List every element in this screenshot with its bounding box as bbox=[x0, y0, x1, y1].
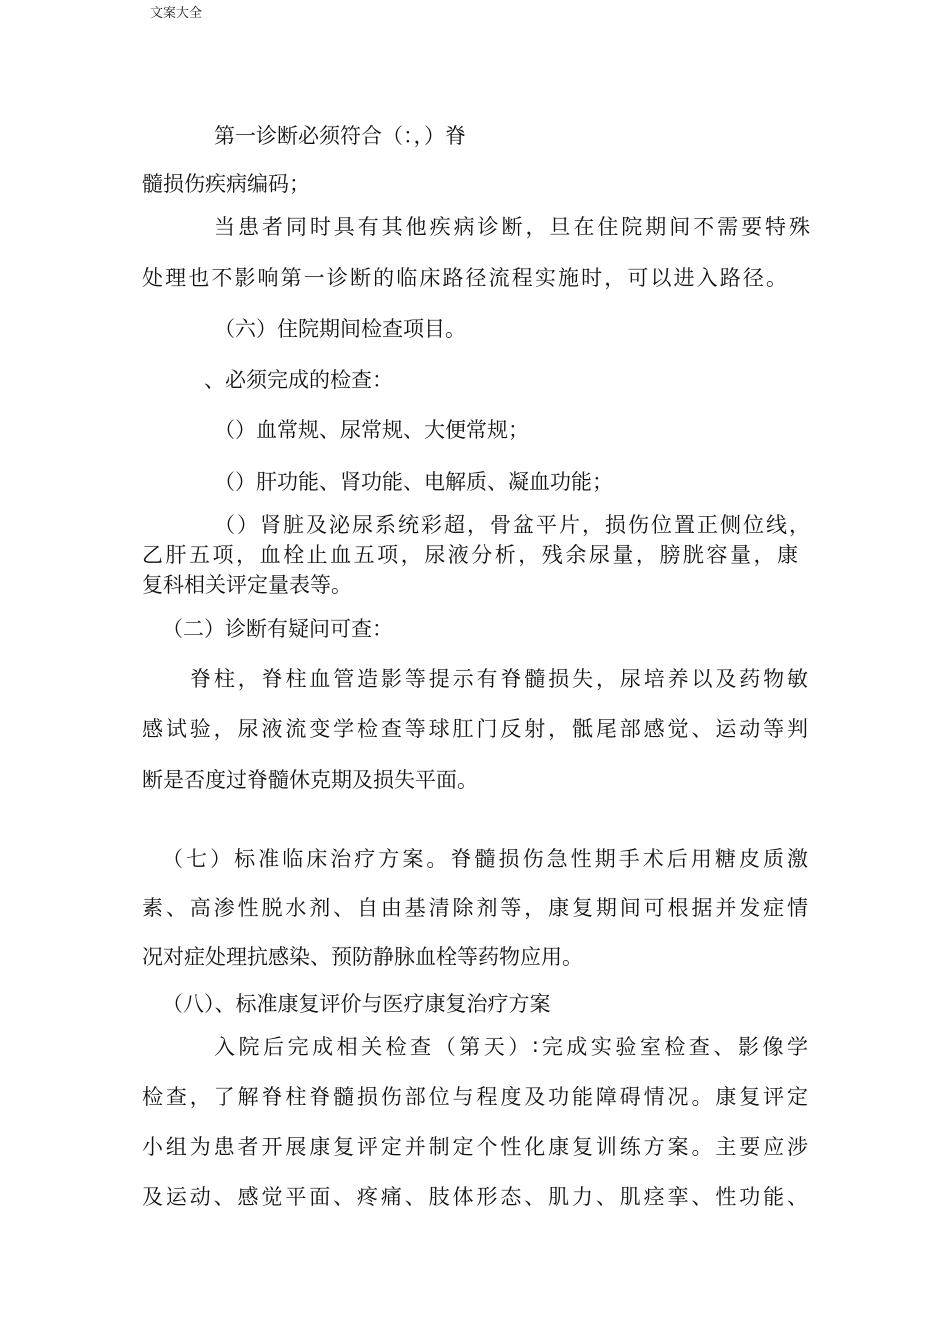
text-line: 断是否度过脊髓休克期及损失平面。 bbox=[142, 768, 478, 792]
text-line: 髓损伤疾病编码； bbox=[142, 172, 310, 196]
text-line: 素、高渗性脱水剂、自由基清除剂等，康复期间可根据并发症情 bbox=[142, 896, 808, 920]
text-line: 第一诊断必须符合（：，）脊 bbox=[214, 124, 466, 148]
page-header-label: 文案大全 bbox=[150, 6, 203, 21]
text-line: 入院后完成相关检查（第天）∶完成实验室检查、影像学 bbox=[214, 1035, 808, 1059]
text-line: 复科相关评定量表等。 bbox=[142, 573, 352, 597]
list-item: （）肝功能、肾功能、电解质、凝血功能； bbox=[214, 470, 613, 494]
text-line: 、必须完成的检查： bbox=[204, 368, 393, 392]
text-line: 处理也不影响第一诊断的临床路径流程实施时，可以进入路径。 bbox=[142, 266, 787, 290]
section-heading: （六）住院期间检查项目。 bbox=[214, 317, 466, 341]
section-heading: （二）诊断有疑问可查： bbox=[162, 617, 393, 641]
text-line: 及运动、感觉平面、疼痛、肢体形态、肌力、肌痉挛、性功能、 bbox=[142, 1185, 808, 1209]
section-heading: （七）标准临床治疗方案。脊髓损伤急性期手术后用糖皮质激 bbox=[162, 847, 808, 871]
text-line: 小组为患者开展康复评定并制定个性化康复训练方案。主要应涉 bbox=[142, 1135, 808, 1159]
list-item: （）肾脏及泌尿系统彩超，骨盆平片，损伤位置正侧位线， bbox=[214, 513, 810, 537]
text-line: 况对症处理抗感染、预防静脉血栓等药物应用。 bbox=[142, 945, 583, 969]
text-line: 脊柱，脊柱血管造影等提示有脊髓损失，尿培养以及药物敏 bbox=[190, 667, 808, 691]
text-line: 乙肝五项，血栓止血五项，尿液分析，残余尿量，膀胱容量，康 bbox=[142, 543, 798, 567]
text-line: 当患者同时具有其他疾病诊断，旦在住院期间不需要特殊 bbox=[214, 215, 810, 239]
text-line: 感试验，尿液流变学检查等球肛门反射，骶尾部感觉、运动等判 bbox=[142, 717, 808, 741]
list-item: （）血常规、尿常规、大便常规； bbox=[214, 418, 529, 442]
text-line: 检查，了解脊柱脊髓损伤部位与程度及功能障碍情况。康复评定 bbox=[142, 1085, 808, 1109]
section-heading: （八）、标准康复评价与医疗康复治疗方案 bbox=[162, 992, 551, 1016]
